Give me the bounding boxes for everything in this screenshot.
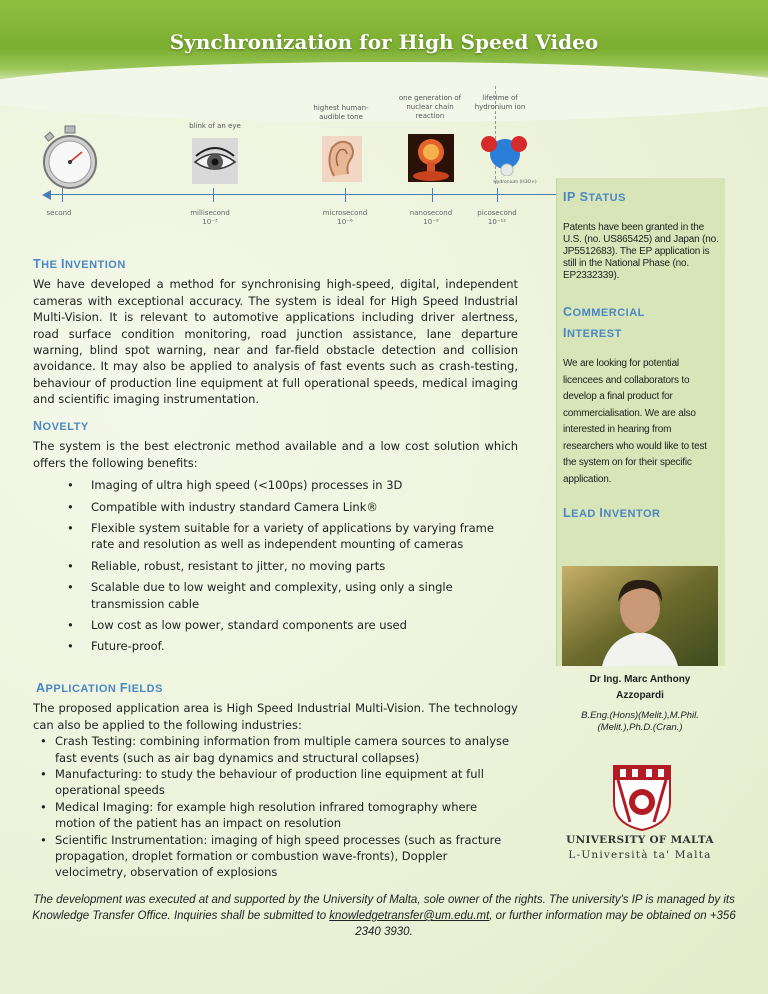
list-item: • Medical Imaging: for example high resolution infrared tomography where motion of the patient has an impact on resolution bbox=[33, 799, 518, 832]
axis-arrow-left bbox=[42, 190, 51, 200]
scale-second bbox=[24, 209, 94, 218]
tick-picosecond bbox=[497, 188, 498, 202]
applications-list bbox=[33, 733, 518, 881]
ip-status-body: Patents have been granted in the U.S. (no. US865425) and Japan (no. JP5512683). The EP application is still in the National Phase (no. EP2332339). bbox=[563, 222, 719, 281]
scale-nanosecond bbox=[396, 209, 466, 227]
applications-section bbox=[33, 680, 518, 881]
list-item: • Low cost as low power, standard components are used bbox=[33, 617, 518, 633]
tick-nanosecond bbox=[432, 188, 433, 202]
page-title: Synchronization for High Speed Video bbox=[169, 30, 599, 54]
scale-exponent: 10⁻³ bbox=[202, 218, 218, 226]
molecule-image bbox=[475, 130, 535, 176]
list-item: • Reliable, robust, resistant to jitter, no moving parts bbox=[33, 558, 518, 574]
contact-email-link[interactable]: knowledgetransfer@um.edu.mt bbox=[329, 910, 490, 922]
list-item: • Scientific Instrumentation: imaging of high speed processes (such as fracture propagation, droplet formation or combustion wave-fronts), Doppler velocimetry, observation of explosions bbox=[33, 832, 518, 881]
timescale-graphic bbox=[20, 86, 540, 246]
inventor-credentials: B.Eng.(Hons)(Melit.),M.Phil. (Melit.),Ph.D.(Cran.) bbox=[581, 710, 699, 733]
list-item: • Imaging of ultra high speed (<100ps) processes in 3D bbox=[33, 477, 518, 493]
scale-name: picosecond bbox=[477, 209, 517, 217]
novelty-heading: NOVELTY bbox=[33, 419, 89, 433]
tick-millisecond bbox=[213, 188, 214, 202]
university-name-maltese: L-Università ta' Malta bbox=[568, 849, 712, 861]
stopwatch-icon bbox=[38, 124, 102, 190]
invention-heading: THE INVENTION bbox=[33, 257, 126, 271]
novelty-section bbox=[33, 418, 518, 660]
inventor-name: Dr Ing. Marc Anthony Azzopardi bbox=[589, 674, 691, 701]
sidebar bbox=[556, 178, 725, 666]
list-item: • Scalable due to low weight and complexity, using only a single transmission cable bbox=[33, 579, 518, 612]
caption-audible-tone: highest human-audible tone bbox=[313, 104, 369, 121]
scale-name: nanosecond bbox=[409, 209, 453, 217]
scale-millisecond bbox=[175, 209, 245, 227]
caption-hydronium: lifetime of hydronium ion bbox=[474, 94, 526, 111]
commercial-heading: COMMERCIAL INTEREST bbox=[563, 305, 645, 340]
list-item: • Flexible system suitable for a variety of applications by varying frame rate and resolution as well as independent mounting of cameras bbox=[33, 520, 518, 553]
inset-label: Hydronium (H3O+) bbox=[493, 180, 537, 185]
invention-section bbox=[33, 256, 518, 408]
scale-exponent: 10⁻⁶ bbox=[337, 218, 353, 226]
list-item: • Crash Testing: combining information from multiple camera sources to analyse fast events (such as air bag dynamics and structural collapses) bbox=[33, 733, 518, 766]
applications-heading: APPLICATION FIELDS bbox=[36, 681, 163, 695]
novelty-list bbox=[33, 477, 518, 655]
lead-inventor-heading: LEAD INVENTOR bbox=[563, 506, 661, 520]
scale-name: second bbox=[46, 209, 72, 217]
novelty-intro: The system is the best electronic method available and a low cost solution which offers the following benefits: bbox=[33, 439, 518, 470]
time-axis bbox=[50, 194, 560, 195]
footer-note: The development was executed at and supported by the University of Malta, sole owner of the rights. The university's IP is managed by its Knowledge Transfer Office. Inquiries shall be submitted to knowledgetransfer@um.edu.mt, or further information may be obtained on +356 2340 3930. bbox=[32, 894, 736, 938]
university-name-english: UNIVERSITY OF MALTA bbox=[566, 834, 714, 846]
scale-exponent: 10⁻¹² bbox=[487, 218, 507, 226]
invention-body: We have developed a method for synchronising high-speed, digital, independent cameras with exceptional accuracy. The system is ideal for High Speed Industrial Multi-Vision. It is relevant to automotive applications including driver alertness, road surface condition monitoring, road junction assistance, lane departure warning, blind spot warning, near and far-field obstacle detection and collision avoidance. It may also be applied to analysis of fast events such as crash-testing, behaviour of production line equipment at full operational speeds, medical imaging and scientific imaging instrumentation. bbox=[33, 277, 518, 407]
list-item: • Manufacturing: to study the behaviour of production line equipment at full operational speeds bbox=[33, 766, 518, 799]
eye-image bbox=[192, 138, 238, 184]
inventor-photo bbox=[562, 566, 718, 666]
scale-name: microsecond bbox=[322, 209, 368, 217]
scale-exponent: 10⁻⁹ bbox=[423, 218, 439, 226]
scale-microsecond bbox=[310, 209, 380, 227]
commercial-body: We are looking for potential licencees and collaborators to develop a final product for commercialisation. We are also interested in hearing from researchers who would like to test the system on for their specific application. bbox=[563, 358, 707, 485]
applications-intro: The proposed application area is High Speed Industrial Multi-Vision. The technology can also be applied to the following industries: bbox=[33, 701, 518, 732]
list-item: • Future-proof. bbox=[33, 638, 518, 654]
ip-status-heading: IP STATUS bbox=[563, 190, 626, 204]
caption-nuclear: one generation of nuclear chain reaction bbox=[398, 94, 462, 120]
list-item: • Compatible with industry standard Camera Link® bbox=[33, 499, 518, 515]
caption-blink: blink of an eye bbox=[189, 122, 241, 130]
tick-microsecond bbox=[345, 188, 346, 202]
explosion-image bbox=[408, 134, 454, 182]
scale-name: millisecond bbox=[190, 209, 230, 217]
scale-picosecond bbox=[462, 209, 532, 227]
ear-image bbox=[322, 136, 362, 182]
university-crest-logo bbox=[610, 762, 674, 832]
tick-second bbox=[62, 188, 63, 202]
